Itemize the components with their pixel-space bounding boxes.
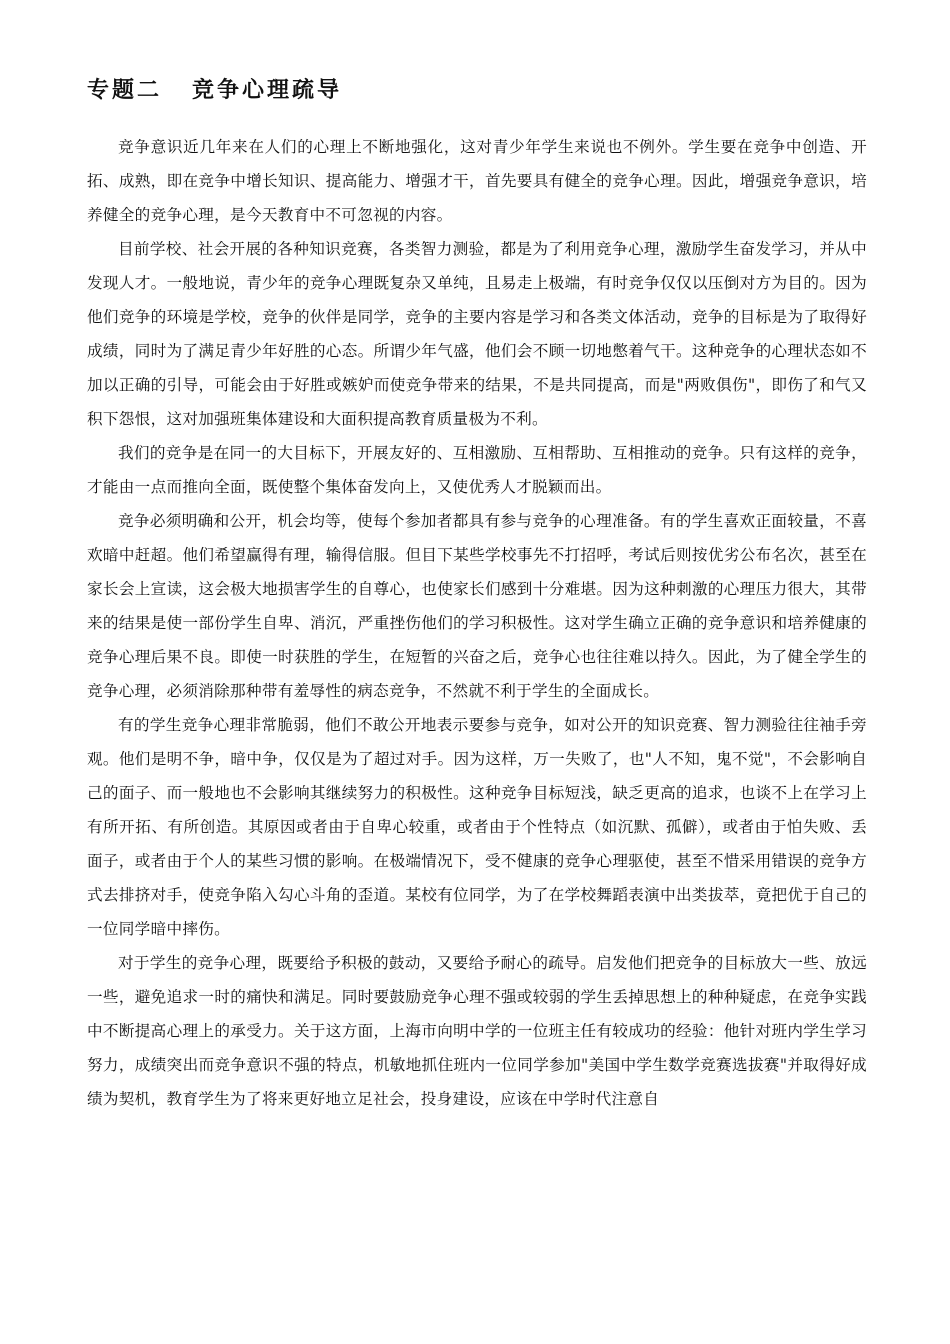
page-title <box>87 70 867 110</box>
topic-title: 竞争心理疏导 <box>192 77 343 103</box>
paragraph-2: 目前学校、社会开展的各种知识竞赛，各类智力测验，都是为了利用竞争心理，激励学生奋发学习，并从中发现人才。一般地说，青少年的竞争心理既复杂又单纯，且易走上极端，有时竞争仅仅以压倒对方为目的。因为他们竞争的环境是学校，竞争的伙伴是同学，竞争的主要内容是学习和各类文体活动，竞争的目标是为了取得好成绩，同时为了满足青少年好胜的心态。所谓少年气盛，他们会不顾一切地憋着气干。这种竞争的心理状态如不加以正确的引导，可能会由于好胜或嫉妒而使竞争带来的结果，不是共同提高，而是"两败俱伤"，即伤了和气又积下怨恨，这对加强班集体建设和大面积提高教育质量极为不利。 <box>87 240 867 428</box>
paragraph-3: 我们的竞争是在同一的大目标下，开展友好的、互相激励、互相帮助、互相推动的竞争。只有这样的竞争，才能由一点而推向全面，既使整个集体奋发向上，又使优秀人才脱颖而出。 <box>87 444 867 496</box>
topic-number: 专题二 <box>87 77 163 103</box>
paragraph-4: 竞争必须明确和公开，机会均等，使每个参加者都具有参与竞争的心理准备。有的学生喜欢正面较量，不喜欢暗中赶超。他们希望赢得有理，输得信服。但目下某些学校事先不打招呼，考试后则按优劣公布名次，甚至在家长会上宣读，这会极大地损害学生的自尊心，也使家长们感到十分难堪。因为这种刺激的心理压力很大，其带来的结果是使一部份学生自卑、消沉，严重挫伤他们的学习积极性。这对学生确立正确的竞争意识和培养健康的竞争心理后果不良。即使一时获胜的学生，在短暂的兴奋之后，竞争心也往往难以持久。因此，为了健全学生的竞争心理，必须消除那种带有羞辱性的病态竞争，不然就不利于学生的全面成长。 <box>87 512 867 700</box>
paragraph-6: 对于学生的竞争心理，既要给予积极的鼓动，又要给予耐心的疏导。启发他们把竞争的目标放大一些、放远一些，避免追求一时的痛快和满足。同时要鼓励竞争心理不强或较弱的学生丢掉思想上的种种疑虑，在竞争实践中不断提高心理上的承受力。关于这方面，上海市向明中学的一位班主任有较成功的经验：他针对班内学生学习努力，成绩突出而竞争意识不强的特点，机敏地抓住班内一位同学参加"美国中学生数学竞赛选拔赛"并取得好成绩为契机，教育学生为了将来更好地立足社会，投身建设，应该在中学时代注意自 <box>87 954 867 1108</box>
paragraph-5: 有的学生竞争心理非常脆弱，他们不敢公开地表示要参与竞争，如对公开的知识竞赛、智力测验往往袖手旁观。他们是明不争，暗中争，仅仅是为了超过对手。因为这样，万一失败了，也"人不知，鬼不觉"，不会影响自己的面子、而一般地也不会影响其继续努力的积极性。这种竞争目标短浅，缺乏更高的追求，也谈不上在学习上有所开拓、有所创造。其原因或者由于自卑心较重，或者由于个性特点（如沉默、孤僻），或者由于怕失败、丢面子，或者由于个人的某些习惯的影响。在极端情况下，受不健康的竞争心理驱使，甚至不惜采用错误的竞争方式去排挤对手，使竞争陷入勾心斗角的歪道。某校有位同学，为了在学校舞蹈表演中出类拔萃，竟把优于自己的一位同学暗中摔伤。 <box>87 716 867 938</box>
document-page <box>87 70 867 1116</box>
paragraph-1: 竞争意识近几年来在人们的心理上不断地强化，这对青少年学生来说也不例外。学生要在竞争中创造、开拓、成熟，即在竞争中增长知识、提高能力、增强才干，首先要具有健全的竞争心理。因此，增强竞争意识，培养健全的竞争心理，是今天教育中不可忽视的内容。 <box>87 138 867 224</box>
